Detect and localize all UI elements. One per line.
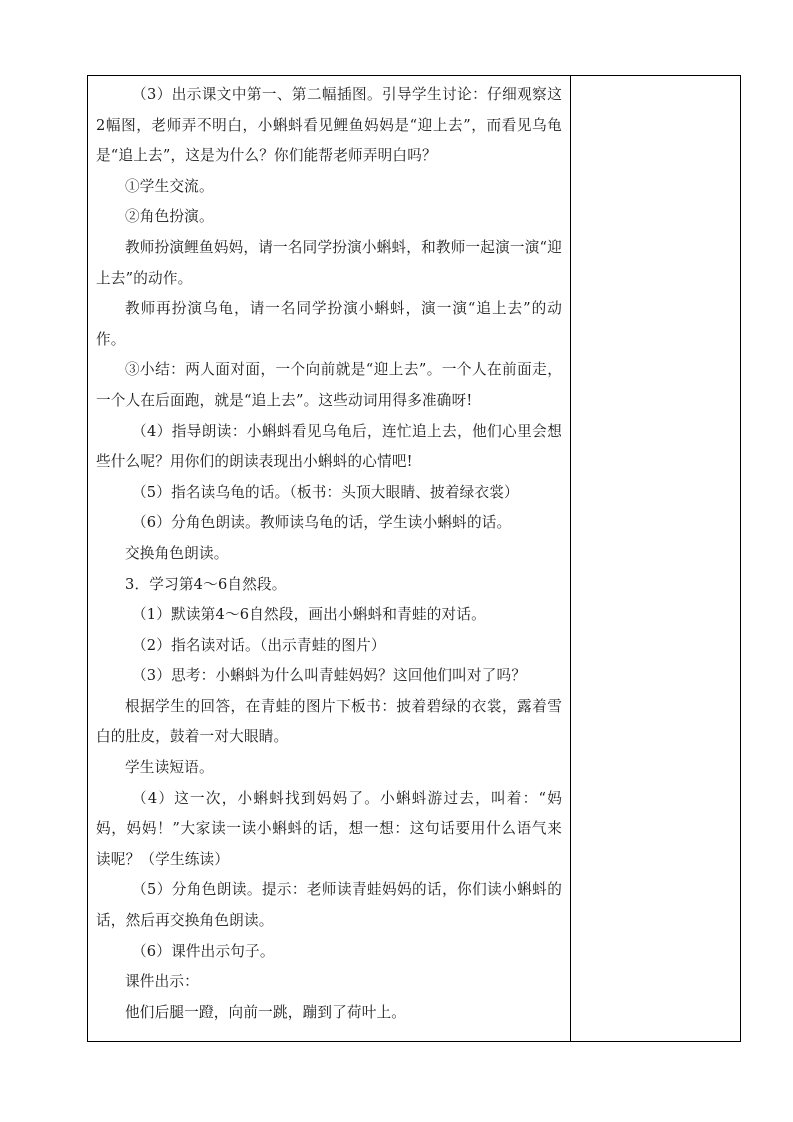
paragraph-read-turtle: （5）指名读乌龟的话。（板书：头顶大眼睛、披着绿衣裳） [132,483,519,501]
paragraph-read-phrases: 学生读短语。 [125,759,214,777]
paragraph-board-writing: 根据学生的回答，在青蛙的图片下板书：披着碧绿的衣裳，露着雪白的肚皮，鼓着一对大眼睛。 [96,697,562,746]
paragraph-teacher-turtle: 教师再扮演乌龟，请一名同学扮演小蝌蚪，演一演“追上去”的动作。 [96,300,562,348]
paragraph-summary: ③小结：两人面对面，一个向前就是“迎上去”。一个人在前面走，一个人在后面跑，就是“追上去”。这些动词用得多准确呀! [96,361,562,409]
paragraph-example-sentence: 他们后腿一蹬，向前一跳，蹦到了荷叶上。 [125,1003,407,1021]
section-heading-paragraphs-4-6: 3．学习第4～6自然段。 [125,575,287,593]
paragraph-role-play: ②角色扮演。 [125,208,214,226]
paragraph-student-exchange: ①学生交流。 [125,177,214,195]
column-divider [570,76,571,1041]
paragraph-role-reading-frog: （5）分角色朗读。提示：老师读青蛙妈妈的话，你们读小蝌蚪的话，然后再交换角色朗读。 [96,881,562,930]
lesson-table [87,75,741,1042]
paragraph-swap-roles: 交换角色朗读。 [125,544,229,562]
paragraph-guided-reading: （4）指导朗读：小蝌蚪看见乌龟后，连忙追上去，他们心里会想些什么呢？用你们的朗读表现出小蝌蚪的心情吧! [96,422,562,471]
paragraph-read-dialogue: （2）指名读对话。（出示青蛙的图片） [132,636,386,654]
paragraph-illustration-discussion: （3）出示课文中第一、第二幅插图。引导学生讨论：仔细观察这2幅图，老师弄不明白，小蝌蚪看见鲤鱼妈妈是“迎上去”，而看见乌龟是“追上去”，这是为什么？你们能帮老师弄明白吗？ [96,86,562,165]
paragraph-courseware-label: 课件出示： [125,973,199,991]
paragraph-silent-reading: （1）默读第4～6自然段，画出小蝌蚪和青蛙的对话。 [132,606,486,624]
paragraph-teacher-carp: 教师扮演鲤鱼妈妈，请一名同学扮演小蝌蚪，和教师一起演一演“迎上去”的动作。 [96,238,562,287]
paragraph-found-mother: （4）这一次，小蝌蚪找到妈妈了。小蝌蚪游过去，叫着：“妈妈，妈妈！”大家读一读小蝌蚪的话，想一想：这句话要用什么语气来读呢？（学生练读） [96,789,562,868]
paragraph-show-sentence: （6）课件出示句子。 [132,942,275,960]
paragraph-think: （3）思考：小蝌蚪为什么叫青蛙妈妈？这回他们叫对了吗？ [132,667,527,685]
paragraph-role-reading: （6）分角色朗读。教师读乌龟的话，学生读小蝌蚪的话。 [132,514,512,532]
lesson-content-cell [96,80,562,1028]
